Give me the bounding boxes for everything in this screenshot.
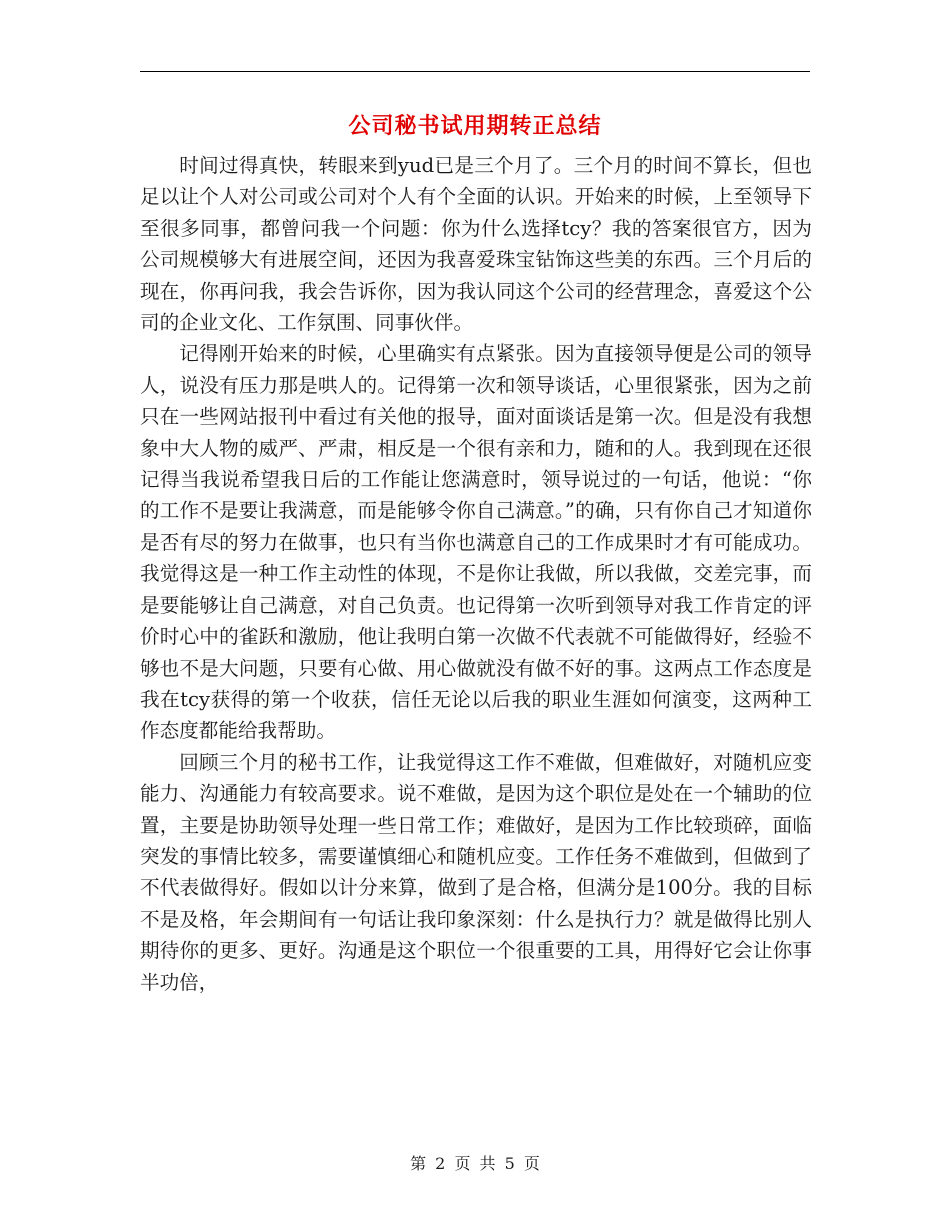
paragraph-3: 回顾三个月的秘书工作，让我觉得这工作不难做，但难做好，对随机应变能力、沟通能力有较高要求。说不难做，是因为这个职位是处在一个辅助的位置，主要是协助领导处理一些日常工作；难做好，是因为工作比较琐碎，面临突发的事情比较多，需要谨慎细心和随机应变。工作任务不难做到，但做到了不代表做得好。假如以计分来算，做到了是合格，但满分是100分。我的目标不是及格，年会期间有一句话让我印象深刻：什么是执行力？就是做得比别人期待你的更多、更好。沟通是这个职位一个很重要的工具，用得好它会让你事半功倍， — [140, 750, 812, 994]
paragraph-2: 记得刚开始来的时候，心里确实有点紧张。因为直接领导便是公司的领导人，说没有压力那是哄人的。记得第一次和领导谈话，心里很紧张，因为之前只在一些网站报刊中看过有关他的报导，面对面谈话是第一次。但是没有我想象中大人物的威严、严肃，相反是一个很有亲和力，随和的人。我到现在还很记得当我说希望我日后的工作能让您满意时，领导说过的一句话，他说：“你的工作不是要让我满意，而是能够令你自己满意。”的确，只有你自己才知道你是否有尽的努力在做事，也只有当你也满意自己的工作成果时才有可能成功。我觉得这是一种工作主动性的体现，不是你让我做，所以我做，交差完事，而是要能够让自己满意，对自己负责。也记得第一次听到领导对我工作肯定的评价时心中的雀跃和激励，他让我明白第一次做不代表就不可能做得好，经验不够也不是大问题，只要有心做、用心做就没有做不好的事。这两点工作态度是我在tcy获得的第一个收获，信任无论以后我的职业生涯如何演变，这两种工作态度都能给我帮助。 — [140, 342, 812, 743]
document-title: 公司秘书试用期转正总结 — [348, 113, 602, 139]
document-body — [140, 150, 812, 998]
page-number-footer: 第 2 页 共 5 页 — [410, 1154, 540, 1173]
paragraph-1: 时间过得真快，转眼来到yud已是三个月了。三个月的时间不算长，但也足以让个人对公司或公司对个人有个全面的认识。开始来的时候，上至领导下至很多同事，都曾问我一个问题：你为什么选择tcy？我的答案很官方，因为公司规模够大有进展空间，还因为我喜爱珠宝钻饰这些美的东西。三个月后的现在，你再问我，我会告诉你，因为我认同这个公司的经营理念，喜爱这个公司的企业文化、工作氛围、同事伙伴。 — [140, 154, 812, 335]
header-rule — [140, 71, 810, 72]
